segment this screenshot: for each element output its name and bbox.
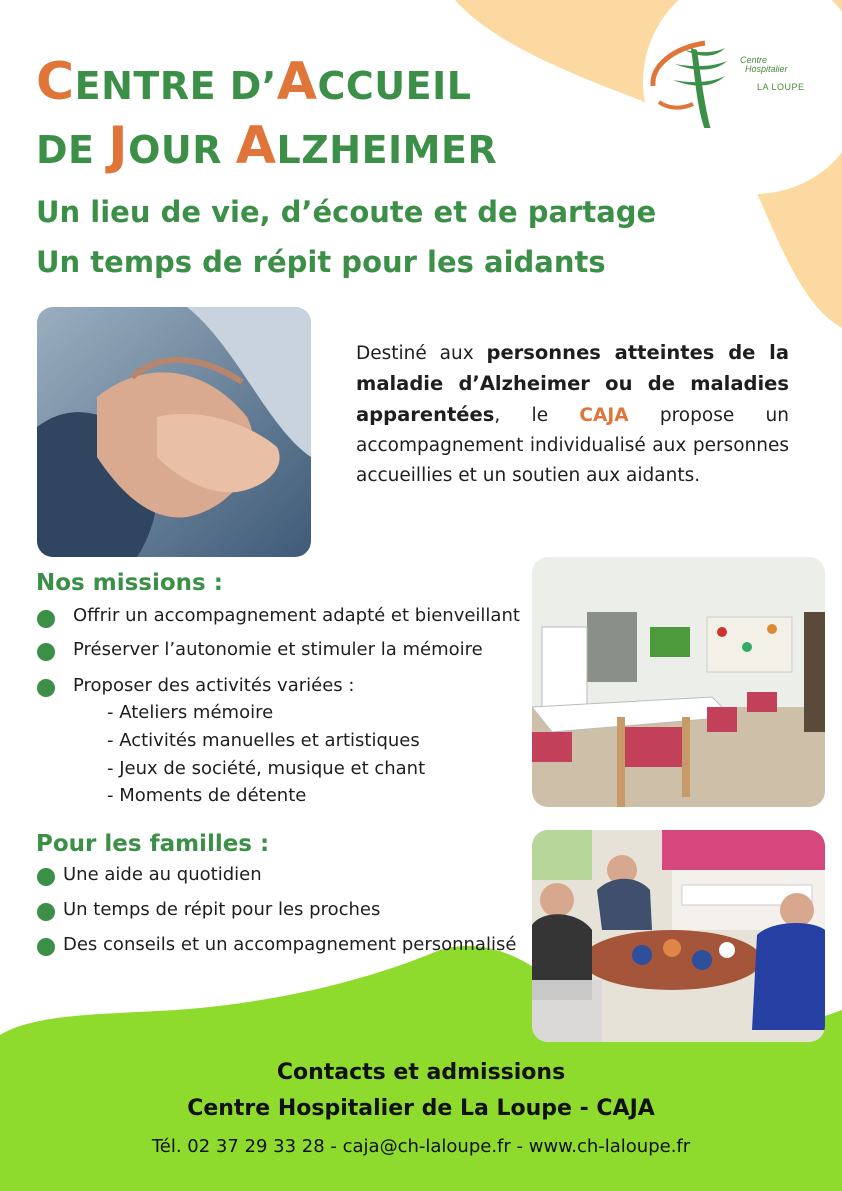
family-item: Un temps de répit pour les proches: [63, 899, 381, 920]
day-room-photo: [532, 557, 825, 807]
activity-table-photo: [532, 830, 825, 1042]
activity-item: - Ateliers mémoire: [107, 702, 274, 723]
hands-photo: [37, 307, 311, 557]
family-item: Une aide au quotidien: [63, 864, 262, 885]
bullet-icon: [37, 679, 55, 697]
activity-item: - Moments de détente: [107, 785, 307, 806]
page-title-line2: DE JOUR ALZHEIMER: [36, 116, 498, 176]
missions-heading: Nos missions :: [36, 570, 223, 596]
subtitle-line2: Un temps de répit pour les aidants: [36, 245, 606, 279]
page-title-line1: CENTRE D’ACCUEIL: [36, 52, 472, 112]
mission-item: Offrir un accompagnement adapté et bienveillant: [73, 605, 520, 626]
bullet-icon: [37, 938, 55, 956]
contact-org: Centre Hospitalier de La Loupe - CAJA: [187, 1096, 655, 1121]
tree-logo-icon: [645, 28, 745, 128]
contact-details: Tél. 02 37 29 33 28 - caja@ch-laloupe.fr - www.ch-laloupe.fr: [151, 1136, 691, 1157]
logo-town: LA LOUPE: [757, 82, 805, 92]
activity-item: - Activités manuelles et artistiques: [107, 730, 420, 751]
mission-item: Préserver l’autonomie et stimuler la mémoire: [73, 639, 483, 660]
activity-item: - Jeux de société, musique et chant: [107, 758, 426, 779]
bullet-icon: [37, 868, 55, 886]
description-paragraph: Destiné aux personnes atteintes de la maladie d’Alzheimer ou de maladies apparentées, le CAJA propose un accompagnement individualisé aux personnes accueillies et un soutien aux aidants.: [356, 341, 789, 486]
mission-item: Proposer des activités variées :: [73, 675, 355, 696]
contact-heading: Contacts et admissions: [276, 1060, 566, 1085]
bullet-icon: [37, 643, 55, 661]
bullet-icon: [37, 610, 55, 628]
family-item: Des conseils et un accompagnement personnalisé: [63, 934, 517, 955]
families-heading: Pour les familles :: [36, 831, 270, 857]
logo-name: Centre Hospitalier: [740, 55, 788, 74]
subtitle-line1: Un lieu de vie, d’écoute et de partage: [36, 195, 657, 229]
bullet-icon: [37, 903, 55, 921]
hospital-logo: [645, 28, 820, 138]
